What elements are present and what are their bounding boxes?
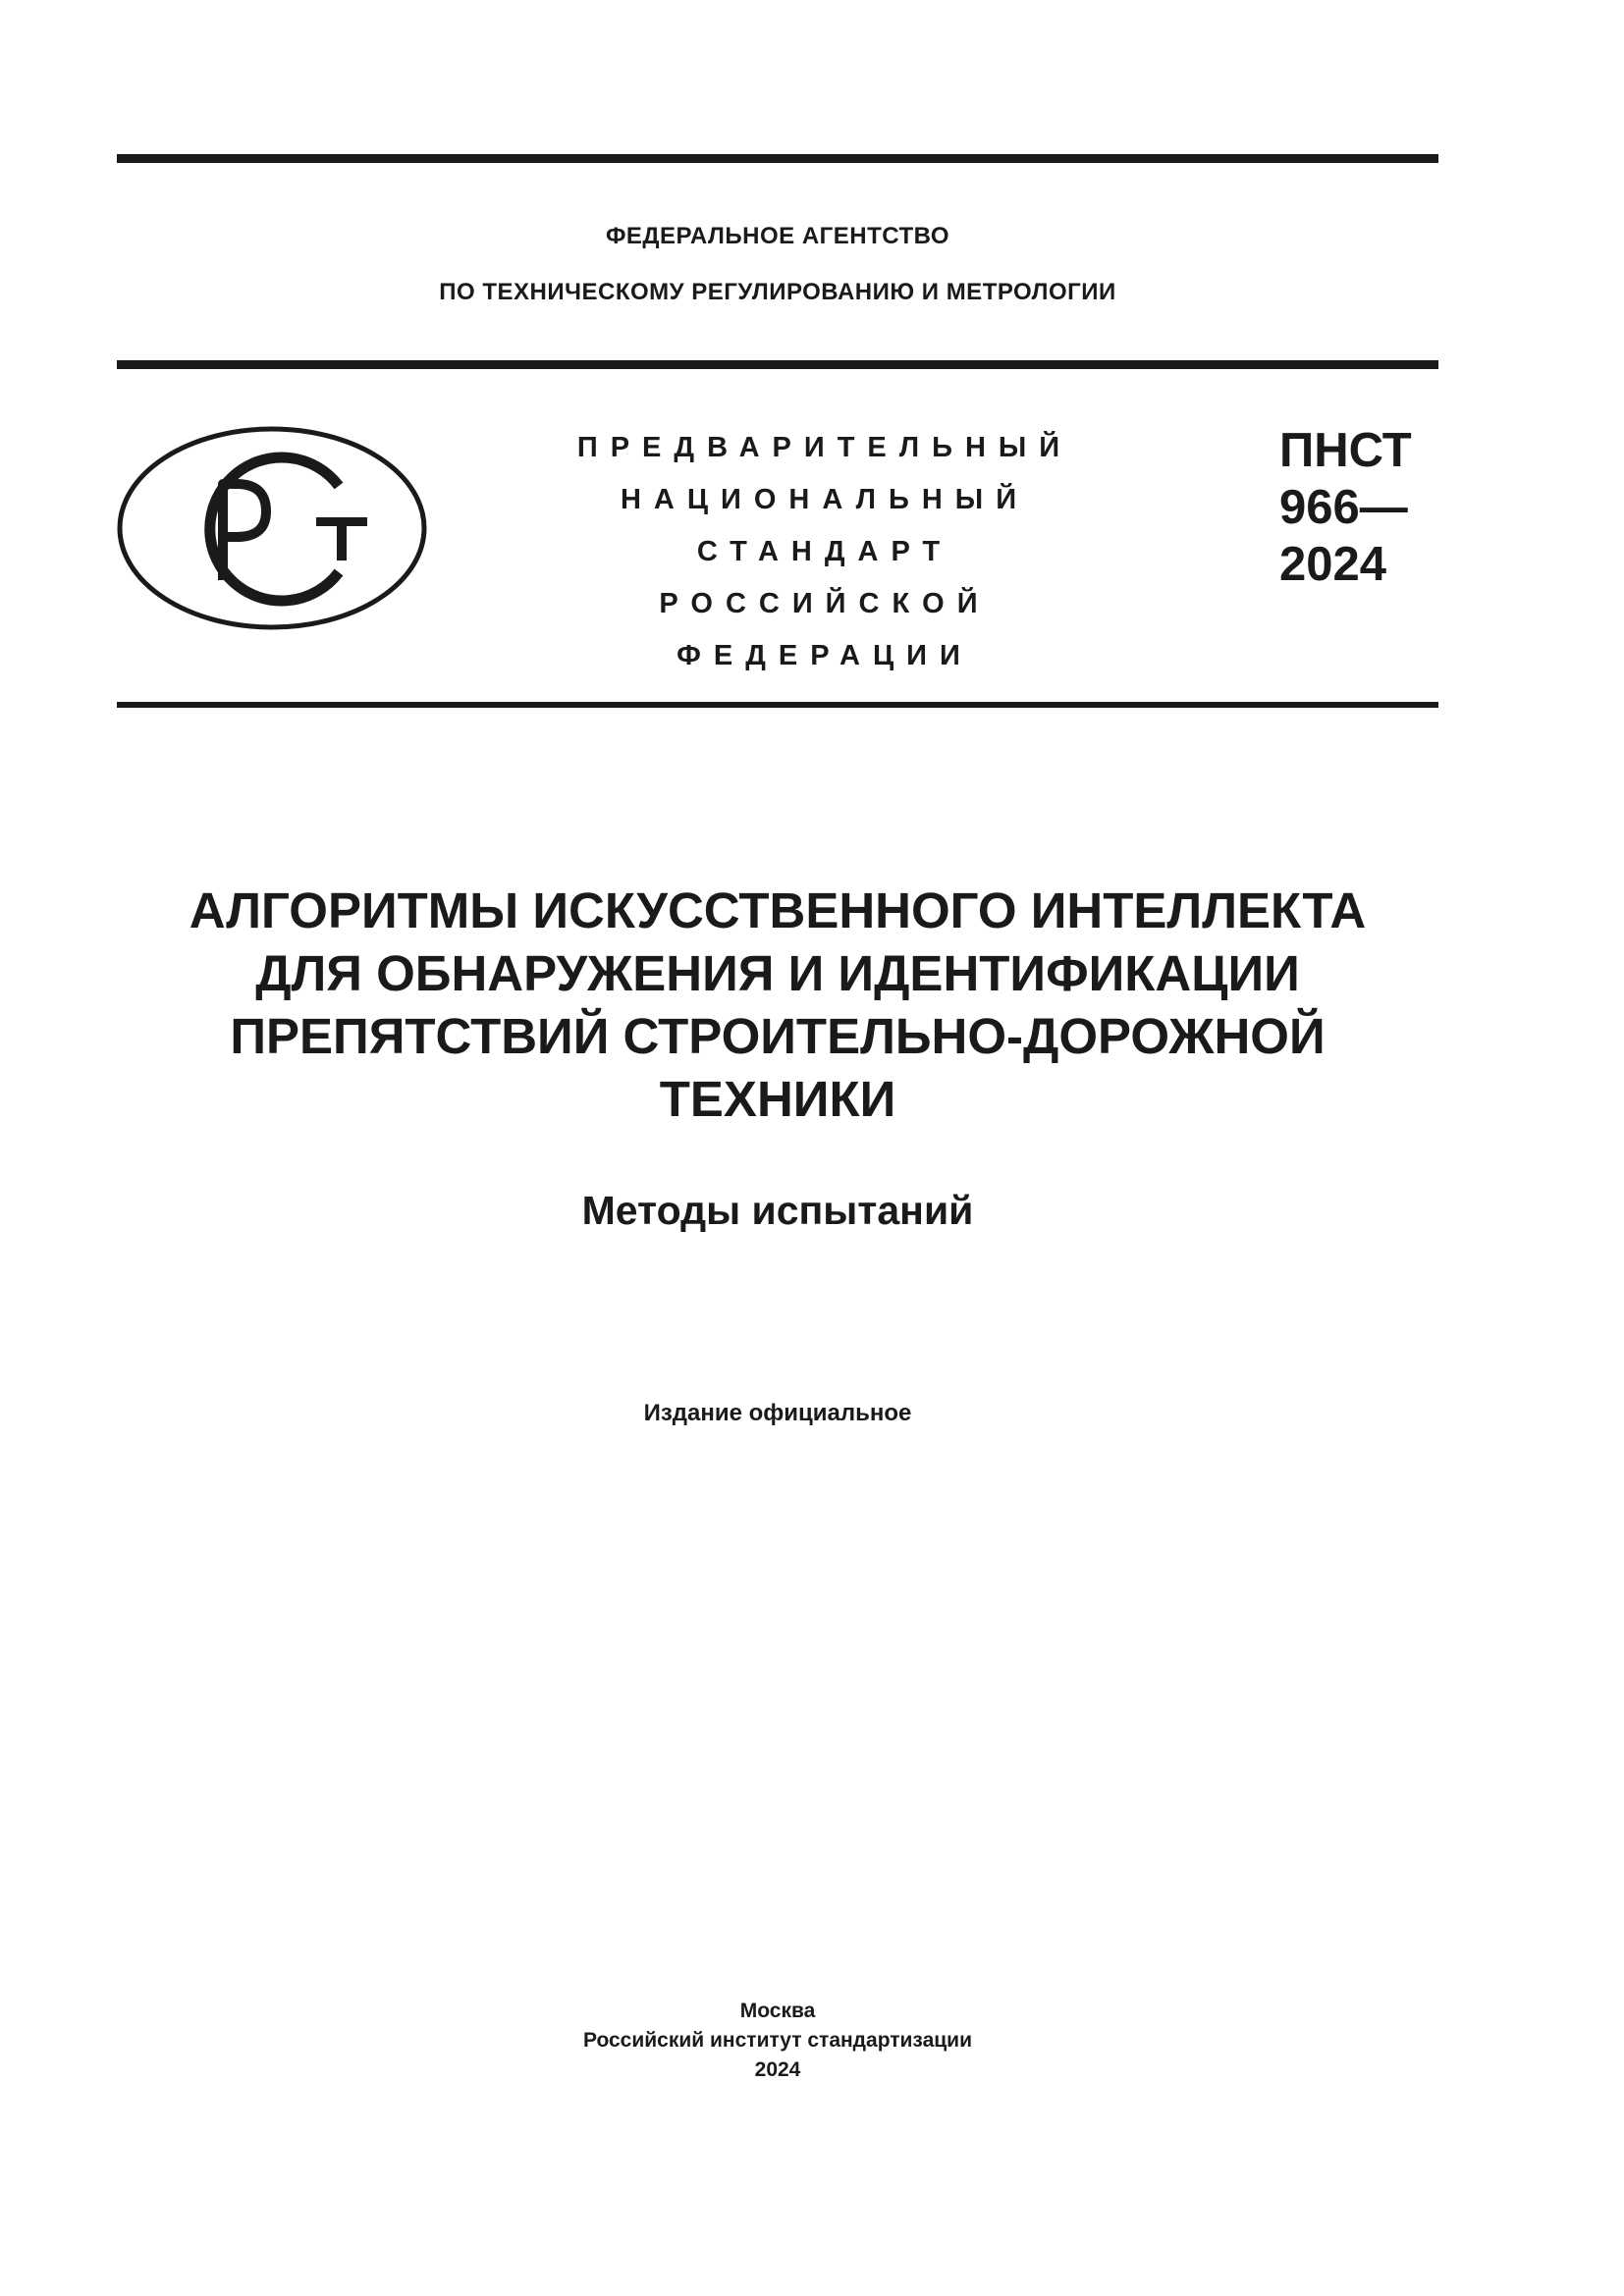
standard-designation: [1279, 422, 1436, 593]
designation-line: 966—: [1279, 481, 1408, 534]
imprint-publisher: Российский институт стандартизации: [582, 2029, 973, 2052]
standard-type-line: РОССИЙСКОЙ: [659, 588, 991, 619]
designation-line: 2024: [1279, 538, 1387, 591]
designation-line: ПНСТ: [1279, 424, 1412, 477]
title-line: ДЛЯ ОБНАРУЖЕНИЯ И ИДЕНТИФИКАЦИИ: [255, 945, 1300, 1001]
agency-name-line-2: ПО ТЕХНИЧЕСКОМУ РЕГУЛИРОВАНИЮ И МЕТРОЛОГИИ: [439, 279, 1116, 305]
standard-type-block: [550, 422, 1100, 682]
document-subtitle: Методы испытаний: [581, 1188, 974, 1233]
standard-type-line: НАЦИОНАЛЬНЫЙ: [620, 484, 1030, 515]
header-rule: [117, 360, 1438, 369]
document-title: [117, 880, 1438, 1131]
imprint-city: Москва: [739, 2000, 816, 2022]
standard-type-line: ФЕДЕРАЦИИ: [677, 640, 973, 671]
title-line: ПРЕПЯТСТВИЙ СТРОИТЕЛЬНО-ДОРОЖНОЙ: [230, 1008, 1326, 1064]
imprint-year: 2024: [754, 2058, 801, 2081]
title-line: АЛГОРИТМЫ ИСКУССТВЕННОГО ИНТЕЛЛЕКТА: [189, 882, 1367, 938]
header-bottom-rule: [117, 702, 1438, 708]
standard-type-line: ПРЕДВАРИТЕЛЬНЫЙ: [576, 432, 1073, 463]
standard-type-line: СТАНДАРТ: [696, 536, 953, 567]
imprint: [117, 1997, 1438, 2085]
title-line: ТЕХНИКИ: [659, 1071, 896, 1127]
top-rule: [117, 154, 1438, 163]
edition-note: Издание официальное: [643, 1400, 912, 1426]
gost-r-certification-mark-icon: [117, 425, 427, 631]
agency-name-line-1: ФЕДЕРАЛЬНОЕ АГЕНТСТВО: [605, 223, 950, 249]
